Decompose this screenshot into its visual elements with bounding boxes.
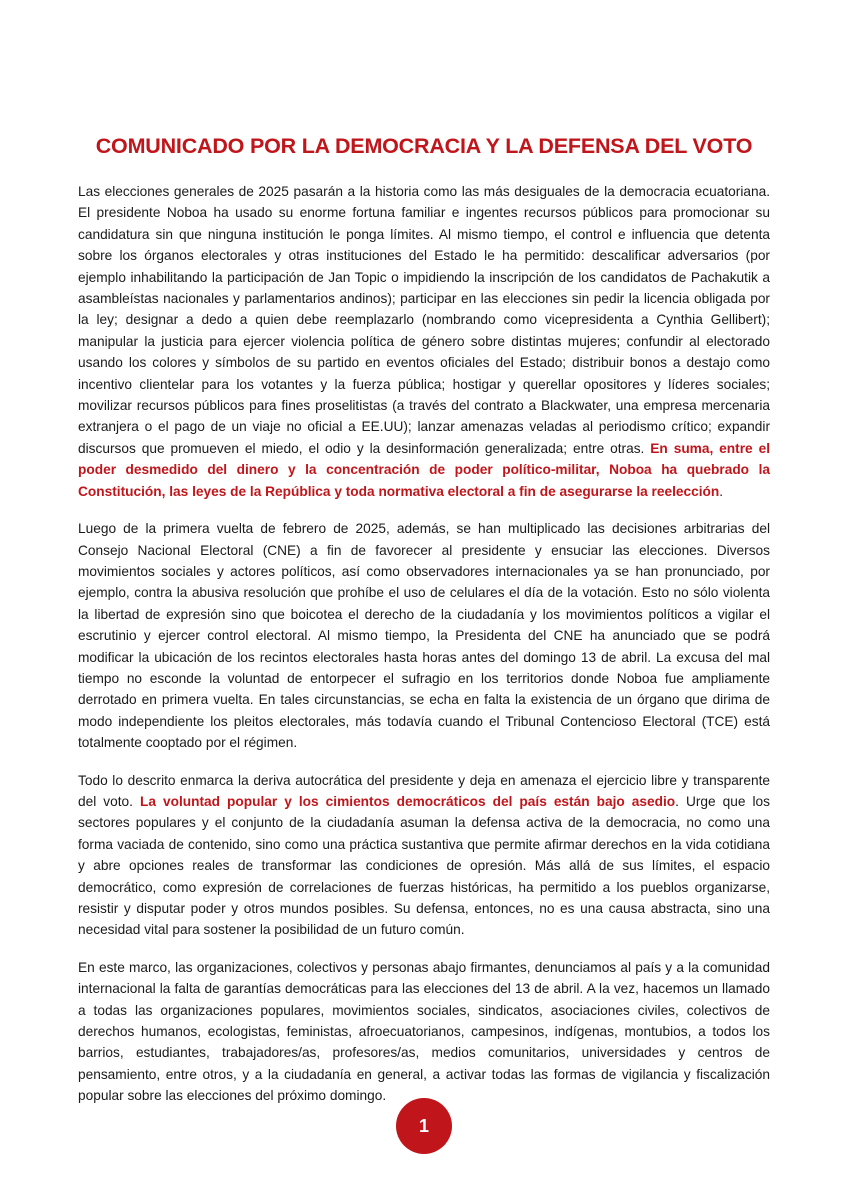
paragraph-1-highlight: En suma, entre el poder desmedido del dinero y la concentración de poder político-militar, Noboa ha quebrado la Constitución, las leyes de la República y toda normativa electoral a fin de asegurarse la reelección <box>78 440 770 499</box>
paragraph-4: En este marco, las organizaciones, colectivos y personas abajo firmantes, denunciamos al país y a la comunidad internacional la falta de garantías democráticas para las elecciones del 13 de abril. A la vez, hacemos un llamado a todas las organizaciones populares, movimientos sociales, sindicatos, asociaciones civiles, colectivos de derechos humanos, ecologistas, feministas, afroecuatorianos, campesinos, indígenas, montubios, a todos los barrios, estudiantes, trabajadores/as, profesores/as, medios comunitarios, universidades y centros de pensamiento, entre otros, y a la ciudadanía en general, a activar todas las formas de vigilancia y fiscalización popular sobre las elecciones del próximo domingo. <box>78 959 770 1104</box>
paragraph-3-highlight: La voluntad popular y los cimientos democráticos del país están bajo asedio <box>140 793 676 809</box>
paragraph-2: Luego de la primera vuelta de febrero de 2025, además, se han multiplicado las decisiones arbitrarias del Consejo Nacional Electoral (CNE) a fin de favorecer al presidente y ensuciar las elecciones. Diversos movimientos sociales y actores políticos, así como observadores internacionales ya se han pronunciado, por ejemplo, contra la abusiva resolución que prohíbe el uso de celulares el día de la votación. Esto no sólo violenta la libertad de expresión sino que boicotea el derecho de la ciudadanía y los movimientos políticos a vigilar el escrutinio y ejercer control electoral. Al mismo tiempo, la Presidenta del CNE ha anunciado que se podrá modificar la ubicación de los recintos electorales hasta horas antes del domingo 13 de abril. La excusa del mal tiempo no esconde la voluntad de entorpecer el sufragio en los territorios donde Noboa fue ampliamente derrotado en primera vuelta. En tales circunstancias, se echa en falta la existencia de un órgano que dirima de modo independiente los pleitos electorales, más todavía cuando el Tribunal Contencioso Electoral (TCE) está totalmente cooptado por el régimen. <box>78 521 770 751</box>
paragraph-3 <box>78 770 770 941</box>
paragraph-1-text: Las elecciones generales de 2025 pasarán a la historia como las más desiguales de la democracia ecuatoriana. El presidente Noboa ha usado su enorme fortuna familiar e ingentes recursos públicos para promocionar su candidatura sin que ninguna institución le ponga límites. Al mismo tiempo, el control e influencia que detenta sobre los órganos electorales y otras instituciones del Estado le ha permitido: descalificar adversarios (por ejemplo inhabilitando la participación de Jan Topic o impidiendo la inscripción de los candidatos de Pachakutik a asambleístas nacionales y parlamentarios andinos); participar en las elecciones sin pedir la licencia obligada por la ley; designar a dedo a quien debe reemplazarlo (nombrando como vicepresidenta a Cynthia Gellibert); manipular la justicia para ejercer violencia política de género sobre distintas mujeres; confundir al electorado usando los colores y símbolos de su partido en eventos oficiales del Estado; distribuir bonos a destajo como incentivo clientelar para los votantes y la fuerza pública; hostigar y querellar opositores y líderes sociales; movilizar recursos públicos para fines proselitistas (a través del contrato a Blackwater, una empresa mercenaria extranjera o el pago de un viaje no oficial a EE.UU); lanzar amenazas veladas al periodismo crítico; expandir discursos que promueven el miedo, el odio y la desinformación generalizada; entre otras. <box>78 184 770 456</box>
paragraph-3-end: . Urge que los sectores populares y el conjunto de la ciudadanía asuman la defensa activa de la democracia, no como una forma vaciada de contenido, sino como una práctica sustantiva que permite afirmar derechos en la vida cotidiana y abre opciones reales de transformar las condiciones de opresión. Más allá de sus límites, el espacio democrático, como expresión de correlaciones de fuerzas históricas, ha permitido a los pueblos organizarse, resistir y disputar poder y otros mundos posibles. Su defensa, entonces, no es una causa abstracta, sino una necesidad vital para sostener la posibilidad de un futuro común. <box>78 793 770 938</box>
paragraph-1-end: . <box>719 483 724 499</box>
document-page <box>78 134 770 1123</box>
paragraph-1 <box>78 181 770 502</box>
paragraph-3-start: Todo lo descrito enmarca la deriva autocrática del presidente y deja en amenaza el ejercicio libre y transparente del voto. <box>78 772 770 809</box>
document-title: COMUNICADO POR LA DEMOCRACIA Y LA DEFENSA DEL VOTO <box>95 134 753 158</box>
page-number-badge <box>396 1098 452 1154</box>
page-number: 1 <box>418 1115 429 1136</box>
